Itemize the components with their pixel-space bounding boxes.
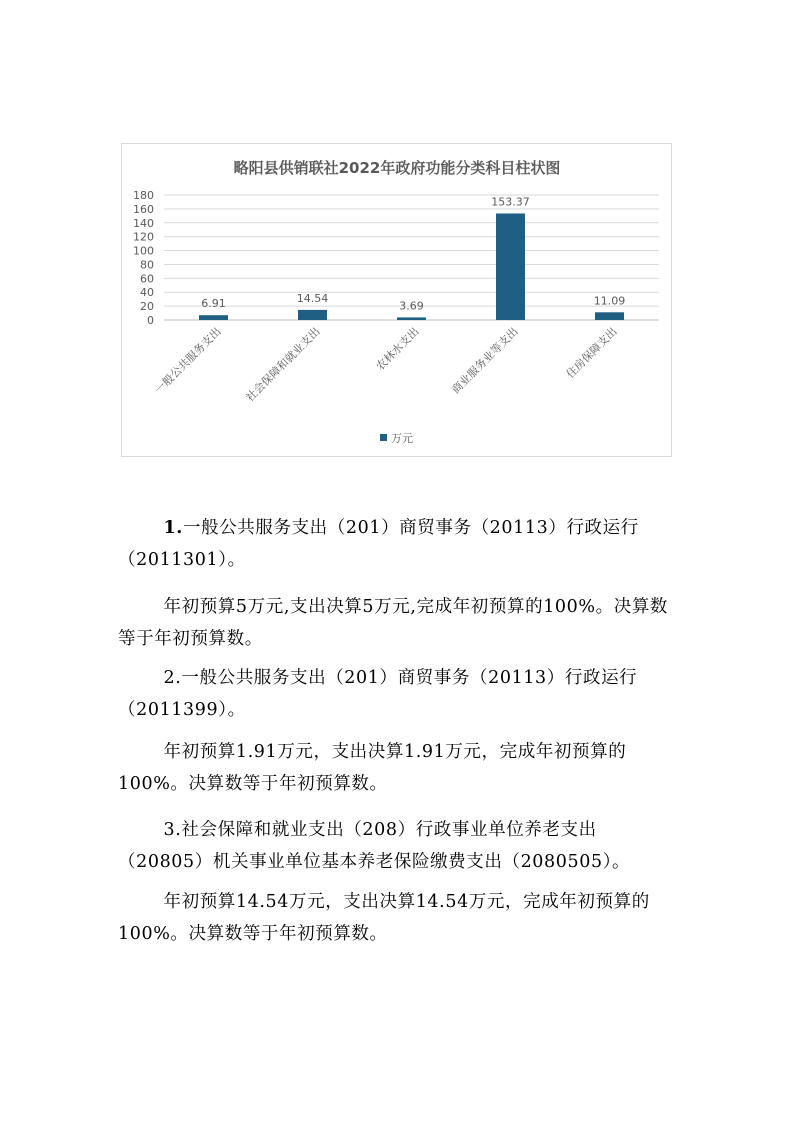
y-tick-label: 120 [133, 230, 154, 244]
y-tick-label: 140 [133, 216, 154, 230]
chart-container [121, 143, 672, 457]
data-label: 3.69 [399, 299, 424, 313]
paragraph-3-heading: 3.社会保障和就业支出（208）行政事业单位养老支出（20805）机关事业单位基本养老保险缴费支出（2080505）。 [118, 820, 631, 872]
y-tick-label: 0 [147, 314, 154, 327]
paragraph-2-heading: 2.一般公共服务支出（201）商贸事务（20113）行政运行（2011399）。 [118, 668, 638, 720]
paragraph-1-body: 年初预算5万元,支出决算5万元,完成年初预算的100%。决算数等于年初预算数。 [118, 597, 669, 649]
bar-chart [122, 144, 673, 458]
data-labels [201, 195, 625, 312]
data-label: 11.09 [593, 294, 626, 308]
paragraph-1-number: 1. [163, 518, 183, 538]
legend [380, 432, 413, 445]
y-tick-label: 80 [140, 258, 154, 272]
x-category-label: 一般公共服务支出 [152, 324, 224, 397]
bar [397, 317, 426, 320]
data-label: 153.37 [491, 195, 530, 209]
data-label: 6.91 [201, 297, 226, 311]
y-axis-ticks [133, 189, 154, 327]
x-category-label: 商业服务业等支出 [449, 324, 521, 397]
legend-label: 万元 [391, 432, 413, 445]
x-category-label: 农林水支出 [373, 324, 422, 374]
bar [595, 312, 624, 320]
y-tick-label: 40 [140, 286, 154, 300]
x-axis-categories [151, 324, 619, 404]
y-tick-label: 180 [133, 189, 154, 202]
bar [199, 315, 228, 320]
y-tick-label: 20 [140, 300, 154, 314]
x-category-label: 住房保障支出 [563, 324, 620, 381]
x-category-label: 社会保障和就业支出 [243, 324, 323, 405]
paragraph-2-body: 年初预算1.91万元，支出决算1.91万元，完成年初预算的100%。决算数等于年初预算数。 [118, 742, 627, 794]
bar [496, 213, 525, 320]
bar [298, 310, 327, 320]
paragraph-1-heading [118, 512, 674, 576]
y-tick-label: 100 [133, 244, 154, 258]
y-tick-label: 60 [140, 272, 154, 286]
data-label: 14.54 [296, 291, 329, 305]
chart-title: 略阳县供销联社2022年政府功能分类科目柱状图 [233, 159, 561, 177]
legend-swatch [380, 434, 387, 441]
y-tick-label: 160 [133, 202, 154, 216]
paragraph-3-body: 年初预算14.54万元，支出决算14.54万元，完成年初预算的100%。决算数等于年初预算数。 [118, 892, 650, 944]
paragraph-1-heading-text: 一般公共服务支出（201）商贸事务（20113）行政运行（2011301）。 [118, 518, 639, 570]
